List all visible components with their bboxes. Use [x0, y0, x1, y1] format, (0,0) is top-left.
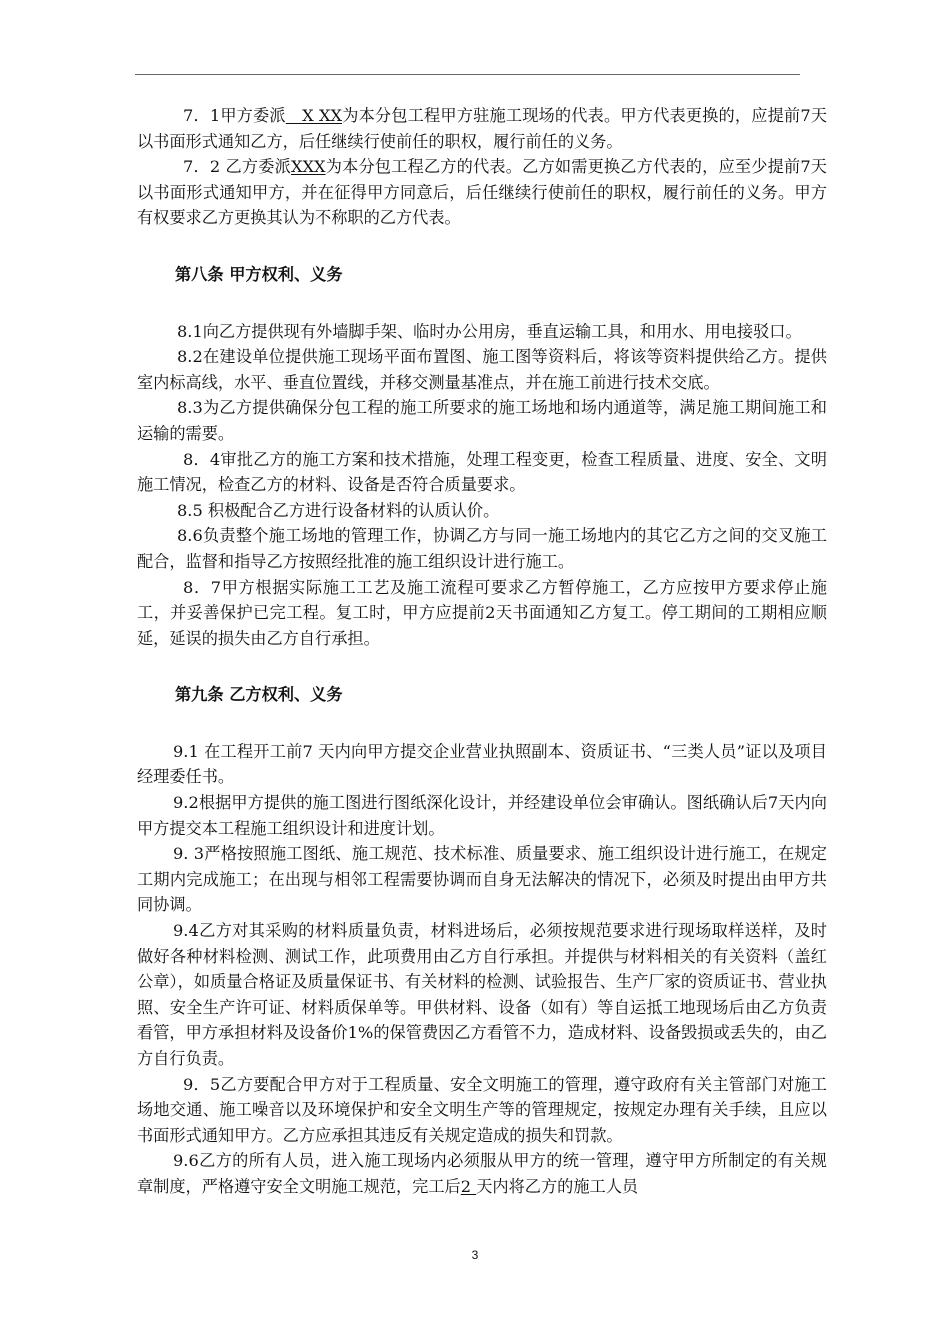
clause-7-2 — [137, 154, 827, 231]
filled-blank: X XX — [285, 106, 343, 125]
clause-text: 乙方委派 — [220, 157, 291, 177]
document-body — [137, 103, 827, 1200]
clause-9-5: 9．5乙方要配合甲方对于工程质量、安全文明施工的管理，遵守政府有关主管部门对施工场地交通、施工噪音以及环境保护和安全文明生产等的管理规定，按规定办理有关手续，且应以书面形式通知甲方。乙方应承担其违反有关规定造成的损失和罚款。 — [137, 1074, 827, 1145]
clause-8-2: 8.2在建设单位提供施工现场平面布置图、施工图等资料后，将该等资料提供给乙方。提供室内标高线，水平、垂直位置线，并移交测量基准点，并在施工前进行技术交底。 — [137, 347, 827, 392]
clause-9-4: 9.4乙方对其采购的材料质量负责，材料进场后，必须按规范要求进行现场取样送样，及时做好各种材料检测、测试工作，此项费用由乙方自行承担。并提供与材料相关的有关资料（盖红公章），如质量合格证及质量保证书、有关材料的检测、试验报告、生产厂家的资质证书、营业执照、安全生产许可证、材料质保单等。甲供材料、设备（如有）等自运抵工地现场后由乙方负责看管，甲方承担材料及设备价1%的保管费因乙方看管不力，造成材料、设备毁损或丢失的，由乙方自行负责。 — [137, 921, 827, 1068]
clause-text: 9.6乙方的所有人员，进入施工现场内必须服从甲方的统一管理，遵守甲方所制定的有关规章制度，严格遵守安全文明施工规范，完工后 — [137, 1151, 827, 1196]
clause-9-2: 9.2根据甲方提供的施工图进行图纸深化设计，并经建设单位会审确认。图纸确认后7天内向甲方提交本工程施工组织设计和进度计划。 — [137, 793, 827, 838]
clause-8-1: 8.1向乙方提供现有外墙脚手架、临时办公用房，垂直运输工具，和用水、用电接驳口。 — [177, 321, 802, 341]
header-rule — [135, 74, 800, 75]
clause-9-3: 9. 3严格按照施工图纸、施工规范、技术标准、质量要求、施工组织设计进行施工，在规定工期内完成施工；在出现与相邻工程需要协调而自身无法解决的情况下，必须及时提出由甲方共同协调。 — [137, 844, 827, 915]
clause-8-4: 8．4审批乙方的施工方案和技术措施，处理工程变更，检查工程质量、进度、安全、文明施工情况，检查乙方的材料、设备是否符合质量要求。 — [137, 449, 827, 495]
clause-8-7: 8．7甲方根据实际施工工艺及施工流程可要求乙方暂停施工，乙方应按甲方要求停止施工，并妥善保护已完工程。复工时，甲方应提前2天书面通知乙方复工。停工期间的工期相应顺延，延误的损失由乙方自行承担。 — [137, 577, 827, 648]
clause-8-5: 8.5 积极配合乙方进行设备材料的认质认价。 — [177, 500, 500, 520]
page-number: 3 — [471, 1248, 479, 1262]
clause-8-6: 8.6负责整个施工场地的管理工作，协调乙方与同一施工场地内的其它乙方之间的交叉施工配合，监督和指导乙方按照经批准的施工组织设计进行施工。 — [137, 526, 827, 571]
clause-text: 为本分包工程甲方驻施工现场的代表。甲方代表更换的，应提前7天以书面形式通知乙方，后任继续行使前任的职权，履行前任的义务。 — [137, 106, 828, 151]
clause-8-3: 8.3为乙方提供确保分包工程的施工所要求的施工场地和场内通道等，满足施工期间施工和运输的需要。 — [137, 398, 827, 443]
clause-text: 天内将乙方的施工人员 — [476, 1176, 639, 1196]
clause-9-6 — [137, 1148, 827, 1199]
clause-9-1: 9.1 在工程开工前7 天内向甲方提交企业营业执照副本、资质证书、“三类人员”证以及项目经理委任书。 — [137, 741, 827, 787]
clause-number: 7．1 — [183, 106, 221, 125]
filled-blank: 2 — [460, 1176, 477, 1196]
filled-blank: XXX — [290, 157, 326, 177]
article-8-heading: 第八条 甲方权利、义务 — [175, 264, 343, 284]
clause-text: 为本分包工程乙方的代表。乙方如需更换乙方代表的，应至少提前7天以书面形式通知甲方，并在征得甲方同意后，后任继续行使前任的职权，履行前任的义务。甲方有权要求乙方更换其认为不称职的乙方代表。 — [137, 157, 827, 228]
clause-7-1 — [137, 103, 827, 154]
clause-number: 7．2 — [183, 157, 221, 177]
clause-text: 甲方委派 — [220, 106, 286, 125]
article-9-heading: 第九条 乙方权利、义务 — [175, 685, 343, 705]
